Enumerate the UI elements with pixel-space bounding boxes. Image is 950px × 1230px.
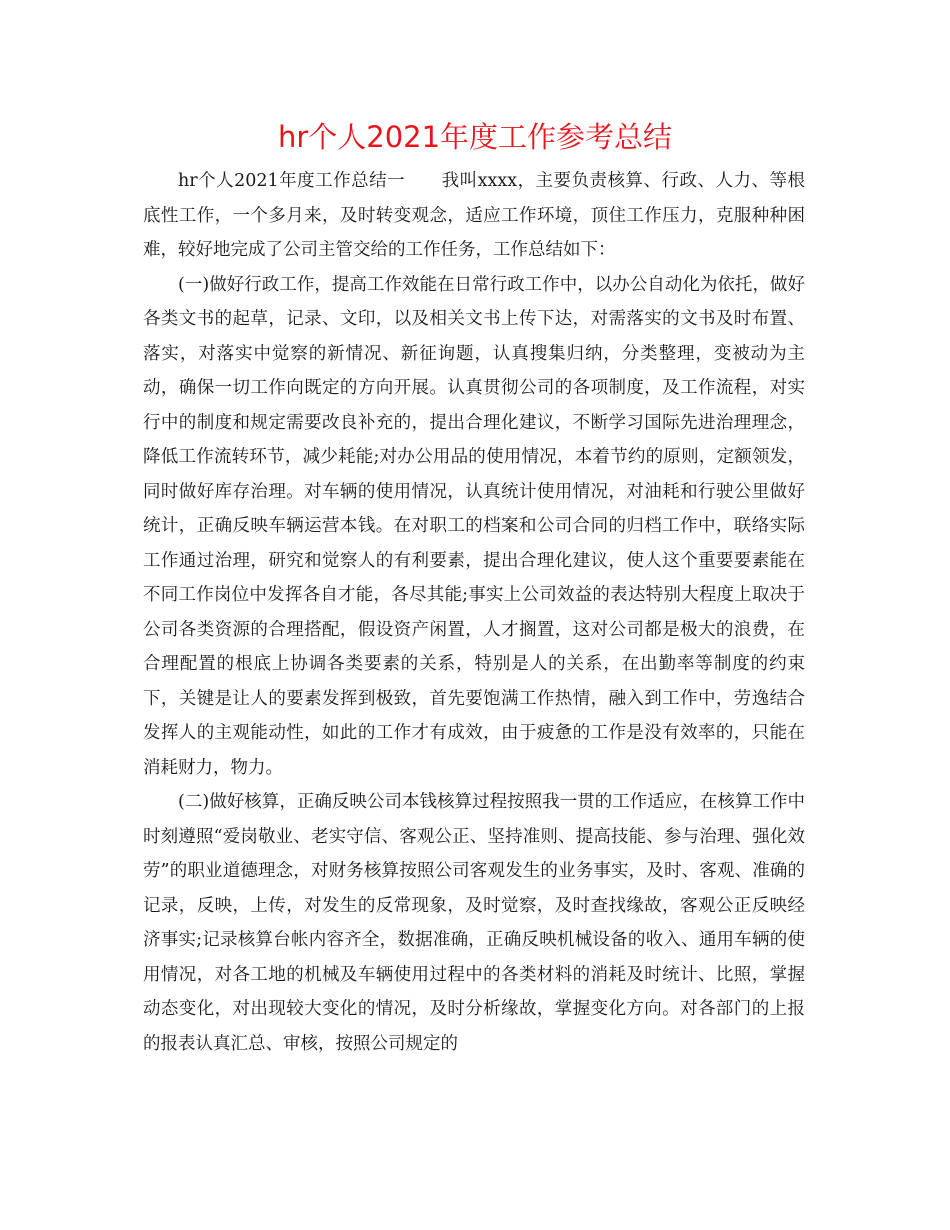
intro-text: 我叫xxxx，主要负责核算、行政、人力、等根底性工作，一个多月来，及时转变观念，适应工作环境，顶住工作压力，克服种种困难，较好地完成了公司主管交给的工作任务，工作总结如下： bbox=[143, 171, 806, 260]
section-one-paragraph: (一)做好行政工作，提高工作效能在日常行政工作中，以办公自动化为依托，做好各类文书的起草，记录、文印，以及相关文书上传下达，对需落实的文书及时布置、落实，对落实中觉察的新情况、新征询题，认真搜集归纳，分类整理，变被动为主动，确保一切工作向既定的方向开展。认真贯彻公司的各项制度，及工作流程，对实行中的制度和规定需要改良补充的，提出合理化建议，不断学习国际先进治理理念，降低工作流转环节，减少耗能;对办公用品的使用情况，本着节约的原则，定额领发，同时做好库存治理。对车辆的使用情况，认真统计使用情况，对油耗和行驶公里做好统计，正确反映车辆运营本钱。在对职工的档案和公司合同的归档工作中，联络实际工作通过治理，研究和觉察人的有利要素，提出合理化建议，使人这个重要要素能在不同工作岗位中发挥各自才能，各尽其能;事实上公司效益的表达特别大程度上取决于公司各类资源的合理搭配，假设资产闲置，人才搁置，这对公司都是极大的浪费，在合理配置的根底上协调各类要素的关系，特别是人的关系，在出勤率等制度的约束下，关键是让人的要素发挥到极致，首先要饱满工作热情，融入到工作中，劳逸结合发挥人的主观能动性，如此的工作才有成效，由于疲惫的工作是没有效率的，只能在消耗财力，物力。 bbox=[143, 274, 805, 778]
intro-heading: hr个人2021年度工作总结一 bbox=[178, 171, 406, 191]
document-body bbox=[143, 164, 805, 1061]
document-title: hr个人2021年度工作参考总结 bbox=[277, 120, 673, 154]
section-two-paragraph: (二)做好核算，正确反映公司本钱核算过程按照我一贯的工作适应，在核算工作中时刻遵照“爱岗敬业、老实守信、客观公正、坚持准则、提高技能、参与治理、强化效劳”的职业道德理念，对财务核算按照公司客观发生的业务事实，及时、客观、准确的记录，反映，上传，对发生的反常现象，及时觉察，及时查找缘故，客观公正反映经济事实;记录核算台帐内容齐全，数据准确，正确反映机械设备的收入、通用车辆的使用情况，对各工地的机械及车辆使用过程中的各类材料的消耗及时统计、比照，掌握动态变化，对出现较大变化的情况，及时分析缘故，掌握变化方向。对各部门的上报的报表认真汇总、审核，按照公司规定的 bbox=[143, 792, 805, 1054]
intro-paragraph bbox=[143, 164, 805, 268]
